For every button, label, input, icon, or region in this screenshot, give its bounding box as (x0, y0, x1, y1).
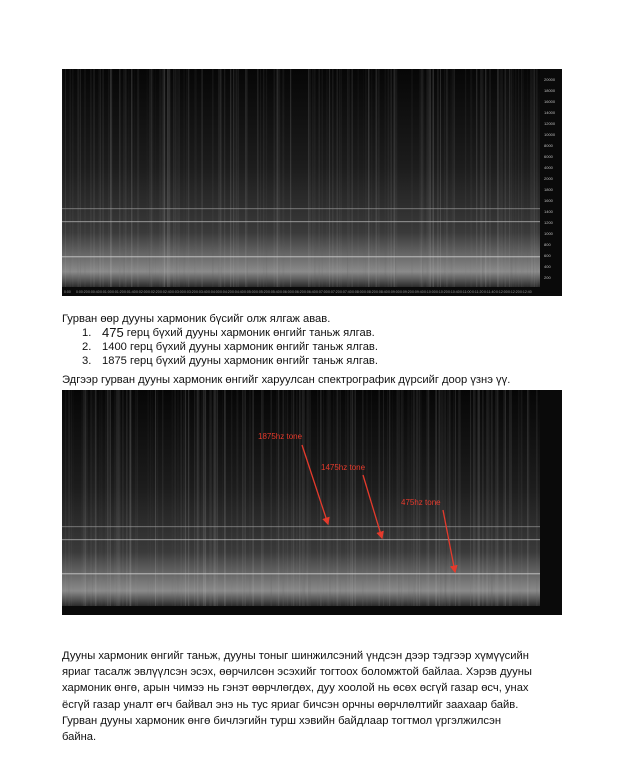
x-tick-label: 0:06:40 (304, 290, 316, 294)
y-tick-label: 16000 (544, 99, 556, 104)
streak (187, 69, 188, 287)
streak (329, 69, 330, 287)
x-tick-label: 0:07:00 (316, 290, 328, 294)
streak (448, 69, 449, 287)
streak (427, 69, 428, 287)
streak (280, 69, 281, 287)
y-tick-label: 1000 (544, 231, 553, 236)
streak (202, 69, 203, 287)
x-tick-label: 0:02:40 (160, 290, 172, 294)
spectrogram-annotated-svg (62, 390, 562, 615)
streak (508, 69, 509, 287)
streak (371, 69, 372, 287)
after-list-text: Эдгээр гурван дууны хармоник өнгийг харуулсан спектрографик дүрсийг доор үзнэ үү. (62, 374, 511, 386)
streak (263, 69, 264, 287)
x-tick-label: 0:08:40 (376, 290, 388, 294)
streak (160, 69, 161, 287)
x-tick-label: 0:12:40 (520, 290, 532, 294)
spectrogram-top (62, 69, 562, 296)
streak (497, 69, 498, 287)
streak (233, 69, 234, 287)
x-tick-label: 0:04:00 (208, 290, 220, 294)
x-tick-label: 0:06:00 (280, 290, 292, 294)
streak (349, 69, 350, 287)
harmonic-band-1475 (62, 221, 540, 222)
y-tick-label: 12000 (544, 121, 556, 126)
streak (322, 69, 324, 287)
streak (527, 69, 528, 287)
x-tick-label: 0:05:20 (256, 290, 268, 294)
streak (454, 69, 455, 287)
x-tick-label: 0:00 (64, 290, 71, 294)
streak (151, 69, 152, 287)
streak (245, 69, 247, 287)
streak (175, 69, 177, 287)
x-tick-label: 0:09:20 (400, 290, 412, 294)
streak (278, 69, 280, 287)
streak (224, 69, 225, 287)
label-1475hz: 1475hz tone (321, 463, 366, 472)
streak (131, 69, 132, 287)
streak (364, 69, 365, 287)
x-tick-label: 0:02:20 (148, 290, 160, 294)
y-tick-label: 400 (544, 264, 551, 269)
streak (169, 69, 171, 287)
streak (476, 69, 477, 287)
streak (70, 69, 71, 287)
spectrogram-annotated (62, 390, 562, 615)
spectrogram-field (62, 69, 540, 287)
streak (163, 69, 164, 287)
streak (164, 69, 165, 287)
streak (134, 69, 135, 287)
streak (260, 69, 261, 287)
x-tick-label: 0:10:20 (436, 290, 448, 294)
streak (424, 69, 425, 287)
streak (85, 69, 86, 287)
streak (220, 69, 222, 287)
x-tick-label: 0:06:20 (292, 290, 304, 294)
y-tick-label: 600 (544, 253, 551, 258)
x-tick-label: 0:05:40 (268, 290, 280, 294)
x-tick-label: 0:07:20 (328, 290, 340, 294)
y-tick-label: 18000 (544, 88, 556, 93)
streak (124, 69, 125, 287)
list-item (82, 326, 378, 340)
streak (505, 69, 507, 287)
paragraph-line: Дууны хармоник өнгийг таньж, дууны тоныг шинжилсэний үндсэн дээр тэдгээр хүмүүсийн (62, 650, 529, 662)
streak (437, 69, 439, 287)
y-tick-label: 8000 (544, 143, 553, 148)
y-tick-label: 1400 (544, 209, 553, 214)
streak (119, 69, 120, 287)
streak (379, 69, 380, 287)
x-tick-label: 0:08:00 (352, 290, 364, 294)
streak (109, 69, 110, 287)
streak (103, 69, 104, 287)
y-tick-label: 800 (544, 242, 551, 247)
streak (530, 69, 531, 287)
streak (284, 69, 285, 287)
harmonic-band-1875 (62, 526, 540, 527)
streak (290, 69, 291, 287)
streak (385, 69, 387, 287)
streak (509, 69, 510, 287)
y-tick-label: 1200 (544, 220, 553, 225)
list-number: 1. (82, 327, 92, 339)
label-475hz: 475hz tone (401, 498, 441, 507)
x-tick-label: 0:11:00 (460, 290, 472, 294)
streak (518, 69, 519, 287)
streak (73, 69, 74, 287)
harmonic-band-475 (62, 573, 540, 574)
streak (451, 69, 452, 287)
streak (536, 69, 538, 287)
streak (332, 69, 334, 287)
streak (428, 69, 430, 287)
streak (341, 69, 342, 287)
list-text: 1400 герц бүхий дууны хармоник өнгийг таньж ялгав. (102, 341, 378, 353)
list-item (82, 354, 378, 368)
x-axis-ticks (64, 290, 532, 294)
streak (266, 69, 267, 287)
streak (490, 69, 491, 287)
streak (308, 69, 309, 287)
streak (161, 69, 162, 287)
streak (79, 69, 80, 287)
streak (149, 69, 150, 287)
x-tick-label: 0:00:20 (76, 290, 88, 294)
streak (515, 69, 517, 287)
streak (481, 69, 482, 287)
streak (139, 69, 140, 287)
streak (310, 69, 311, 287)
streak (236, 69, 237, 287)
harmonic-band-1475 (62, 539, 540, 540)
y-tick-label: 10000 (544, 132, 556, 137)
list-item (82, 340, 378, 354)
streak (221, 69, 222, 287)
streak (128, 69, 130, 287)
streak (512, 69, 513, 287)
harmonic-band-475 (62, 256, 540, 257)
streak (485, 69, 486, 287)
streak (314, 69, 316, 287)
y-tick-label: 14000 (544, 110, 556, 115)
streak (533, 69, 535, 287)
streak (367, 69, 368, 287)
streak (358, 69, 360, 287)
y-tick-label: 1600 (544, 198, 553, 203)
paragraph-line: байна. (62, 731, 97, 744)
list-number: 2. (82, 341, 92, 353)
y-tick-label: 200 (544, 275, 551, 280)
streak (238, 69, 239, 287)
streak (179, 69, 180, 287)
streak (347, 69, 348, 287)
streak (419, 69, 420, 287)
y-tick-label: 6000 (544, 154, 553, 159)
streak (110, 69, 112, 287)
streak (313, 69, 314, 287)
spectrogram-top-svg (62, 69, 562, 296)
x-tick-label: 0:03:20 (184, 290, 196, 294)
streak (98, 69, 99, 287)
streak (146, 69, 147, 287)
streak (137, 69, 139, 287)
x-tick-label: 0:11:40 (484, 290, 496, 294)
x-tick-label: 0:00:40 (88, 290, 100, 294)
streak (377, 69, 379, 287)
y-tick-label: 1800 (544, 187, 553, 192)
streak (446, 69, 448, 287)
streak (337, 69, 338, 287)
streak (466, 69, 467, 287)
harmonic-list (82, 326, 378, 368)
x-tick-label: 0:12:00 (496, 290, 508, 294)
streak (194, 69, 195, 287)
streak (440, 69, 441, 287)
x-tick-label: 0:09:40 (412, 290, 424, 294)
streak (535, 69, 536, 287)
streak (188, 69, 189, 287)
label-1875hz: 1875hz tone (258, 432, 303, 441)
streak (452, 69, 453, 287)
streak (257, 69, 259, 287)
streak (167, 69, 168, 287)
streak (523, 69, 524, 287)
body-paragraph (62, 648, 562, 745)
x-tick-label: 0:04:20 (220, 290, 232, 294)
streak (500, 69, 501, 287)
x-tick-label: 0:03:00 (172, 290, 184, 294)
x-tick-label: 0:10:40 (448, 290, 460, 294)
streak (235, 69, 236, 287)
x-tick-label: 0:07:40 (340, 290, 352, 294)
streak (283, 69, 284, 287)
streak (433, 69, 434, 287)
streak (155, 69, 156, 287)
streak (247, 69, 248, 287)
x-tick-label: 0:01:20 (112, 290, 124, 294)
streak (376, 69, 378, 287)
streak (499, 69, 500, 287)
streak (391, 69, 392, 287)
list-text: герц бүхий дууны хармоник өнгийг таньж ялгав. (123, 327, 375, 339)
streak (511, 69, 513, 287)
streak (62, 69, 63, 287)
x-tick-label: 0:04:40 (232, 290, 244, 294)
streak (125, 69, 127, 287)
streak (94, 69, 95, 287)
harmonic-band-1875 (62, 208, 540, 209)
list-number: 3. (82, 355, 92, 367)
streak (395, 69, 396, 287)
streak (152, 69, 153, 287)
x-tick-label: 0:09:00 (388, 290, 400, 294)
streak (445, 69, 446, 287)
streak (430, 69, 432, 287)
paragraph-line: хармоник өнгө, арын чимээ нь гэнэт өөрчлөгдөх, дуу хоолой нь өсөх өсгүй газар өсч, унах (62, 682, 529, 695)
x-tick-label: 0:08:20 (364, 290, 376, 294)
streak (274, 69, 276, 287)
x-tick-label: 0:02:00 (136, 290, 148, 294)
x-tick-label: 0:10:00 (424, 290, 436, 294)
paragraph-line: ёсгүй газар уналт өгч байвал энэ нь тус яриаг бичсэн орчны өөрчлөлтийг заахаар байв. (62, 698, 519, 711)
streak (65, 69, 66, 287)
paragraph-line: яриаг тасалж эвлүүлсэн эсэх, өөрчилсөн эсэхийг тогтоох боломжтой байлаа. Хэрэв дууны (62, 666, 532, 679)
streak (212, 69, 214, 287)
streak (148, 69, 149, 287)
streak (521, 69, 522, 287)
streak (365, 69, 366, 287)
streak (80, 69, 81, 287)
list-text: 1875 герц бүхий дууны хармоник өнгийг таньж ялгав. (102, 355, 378, 367)
streak (265, 69, 266, 287)
x-tick-label: 0:05:00 (244, 290, 256, 294)
streak (421, 69, 423, 287)
streak (422, 69, 423, 287)
y-axis-area (540, 390, 562, 615)
streak (326, 69, 327, 287)
intro-text: Гурван өөр дууны хармоник бүсийг олж ялгаж авав. (62, 313, 331, 325)
streak (184, 69, 185, 287)
streak (368, 69, 369, 287)
streak (340, 69, 341, 287)
streak (91, 69, 92, 287)
y-tick-label: 20000 (544, 77, 556, 82)
streak (388, 69, 390, 287)
streak (319, 69, 320, 287)
streak (77, 69, 79, 287)
streak (352, 69, 353, 287)
list-frequency: 475 (102, 325, 124, 340)
y-tick-label: 2000 (544, 176, 553, 181)
paragraph-line: Гурван дууны хармоник өнгө бичлэгийн турш хэвийн байдлаар тогтмол үргэлжилсэн (62, 714, 502, 727)
streak (412, 69, 413, 287)
streak (394, 69, 396, 287)
streak (230, 69, 231, 287)
streak (100, 69, 101, 287)
x-tick-label: 0:01:40 (124, 290, 136, 294)
streak (470, 69, 472, 287)
streak (196, 69, 197, 287)
streak (176, 69, 177, 287)
streak (328, 69, 329, 287)
x-tick-label: 0:01:00 (100, 290, 112, 294)
x-axis-area (62, 606, 562, 615)
streak (112, 69, 113, 287)
streak (514, 69, 515, 287)
streak (502, 69, 503, 287)
streak (218, 69, 219, 287)
streak (397, 69, 398, 287)
streak (472, 69, 473, 287)
x-tick-label: 0:11:20 (472, 290, 484, 294)
streak (487, 69, 488, 287)
x-tick-label: 0:12:20 (508, 290, 520, 294)
y-tick-label: 4000 (544, 165, 553, 170)
streak (482, 69, 483, 287)
streak (532, 69, 533, 287)
streak (173, 69, 174, 287)
x-tick-label: 0:03:40 (196, 290, 208, 294)
